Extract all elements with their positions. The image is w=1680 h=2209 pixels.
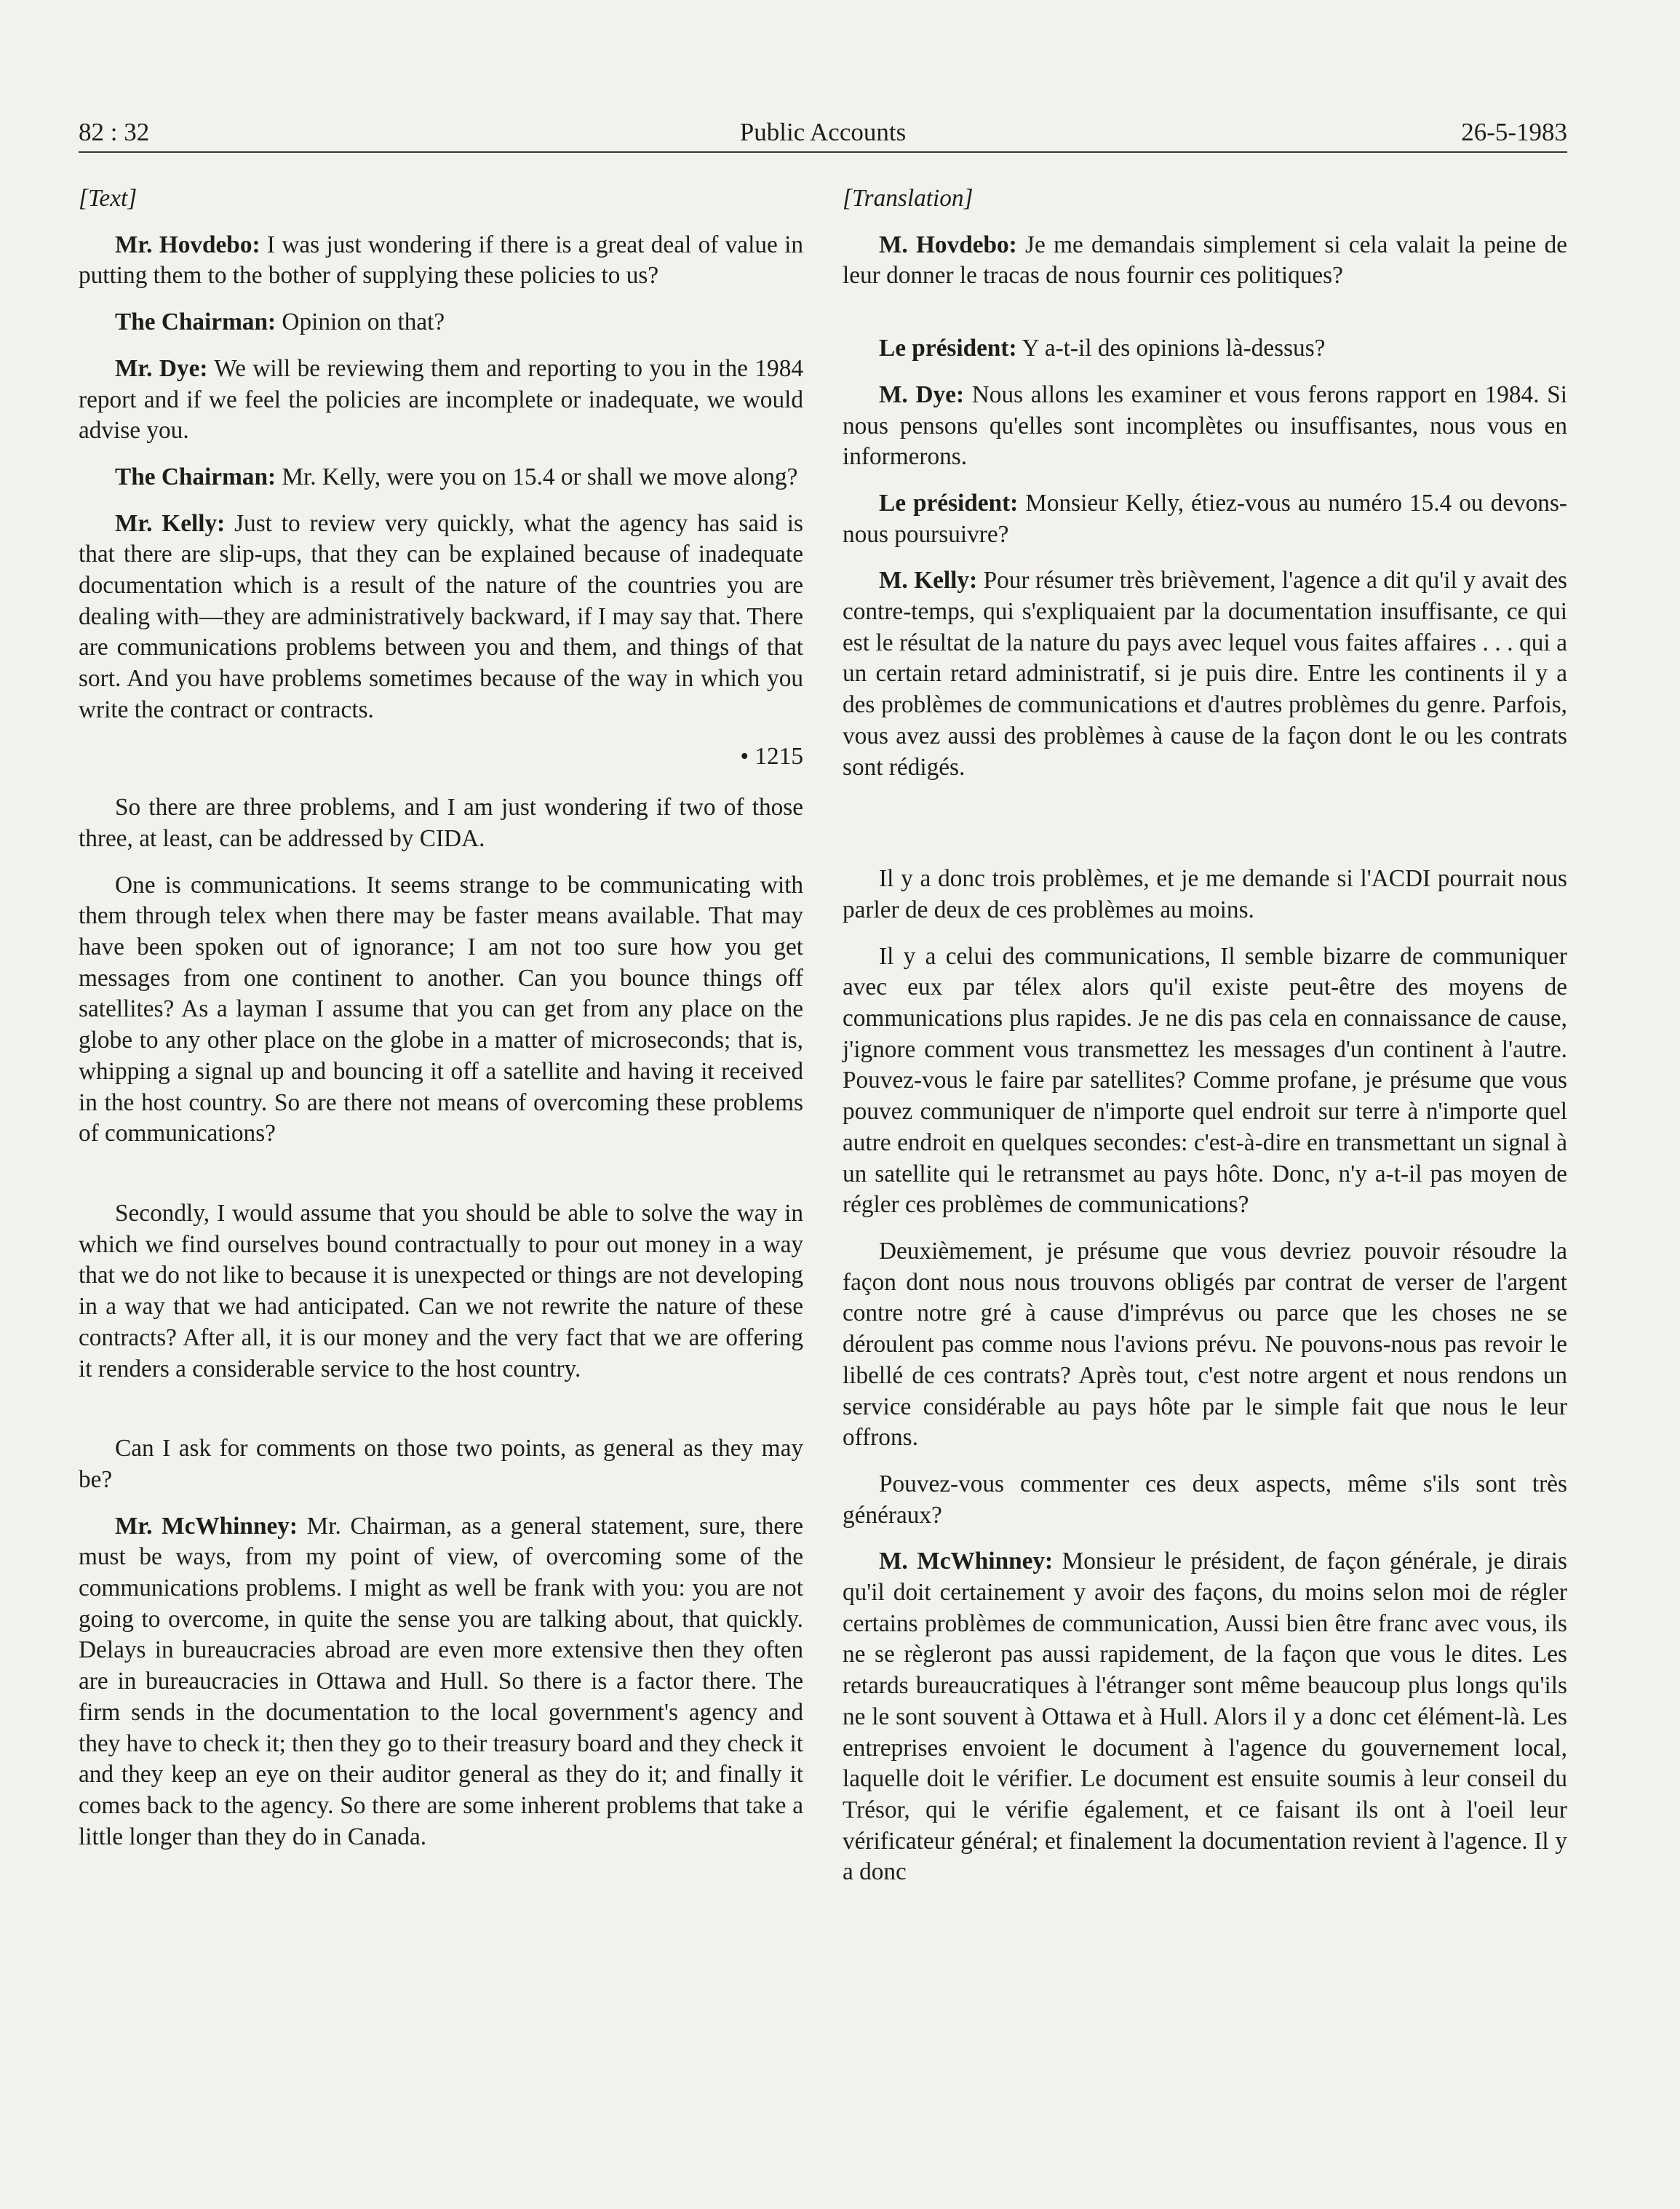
french-column [843,183,1567,1903]
running-title: Public Accounts [739,118,907,146]
speaker: Le président: [879,335,1017,362]
speaker: M. Dye: [879,381,965,408]
time-marker: • 1215 [740,742,803,770]
speaker: Mr. Dye: [115,354,208,382]
page-number: 82 : 32 [79,118,150,146]
page-date: 26-5-1983 [1461,118,1567,146]
paragraph: Mr. McWhinney: Mr. Chairman, as a general statement, sure, there must be ways, from my point of view, of overcoming some of the communications problems. I might as well be frank with you: you are not going to overcome, in quite the sense you are talking about, that quickly. Delays in bureaucracies abroad are even more extensive then they often are in bureaucracies in Ottawa and Hull. So there is a factor there. The firm sends in the documentation to the local government's agency and they have to check it; then they go to their treasury board and they check it and they keep an eye on their auditor general as they do it; and finally it comes back to the agency. So there are some inherent problems that take a little longer than they do in Canada. [79,1512,803,1850]
paragraph: Il y a celui des communications, Il semble bizarre de communiquer avec eux par télex alors qu'il existe peut-être des moyens de communications plus rapides. Je ne dis pas cela en connaissance de cause, j'ignore comment vous transmettez les messages d'un continent à l'autre. Pouvez-vous le faire par satellites? Comme profane, je présume que vous pouvez communiquer de n'importe quel endroit sur terre à n'importe quel autre endroit en quelques secondes: c'est-à-dire en transmettant un signal à un satellite qui le retransmet au pays hôte. Donc, n'y a-t-il pas moyen de régler ces problèmes de communications? [843,942,1567,1219]
paragraph: Le président: Monsieur Kelly, étiez-vous au numéro 15.4 ou devons-nous poursuivre? [843,489,1567,548]
paragraph: M. Dye: Nous allons les examiner et vous ferons rapport en 1984. Si nous pensons qu'elles sont incomplètes ou insuffisantes, nous vous en informerons. [843,381,1567,471]
english-column [79,183,803,1868]
paragraph: Pouvez-vous commenter ces deux aspects, même s'ils sont très généraux? [843,1470,1567,1529]
paragraph: The Chairman: Mr. Kelly, were you on 15.4 or shall we move along? [115,463,798,490]
paragraph: Secondly, I would assume that you should be able to solve the way in which we find ourselves bound contractually to pour out money in a way that we do not like to because it is unexpected or things are not developing in a way that we had anticipated. Can we not rewrite the nature of these contracts? After all, it is our money and the very fact that we are offering it renders a considerable service to the host country. [79,1199,803,1382]
paragraph: Le président: Y a-t-il des opinions là-dessus? [879,335,1326,362]
speaker: M. McWhinney: [879,1548,1054,1575]
paragraph: Mr. Kelly: Just to review very quickly, what the agency has said is that there are slip-ups, that they can be explained because of inadequate documentation which is a result of the nature of the countries you are dealing with—they are administratively backward, if I may say that. There are communications problems between you and them, and things of that sort. And you have problems sometimes because of the way in which you write the contract or contracts. [79,509,803,723]
speaker: Le président: [879,489,1019,517]
speaker: M. Hovdebo: [879,231,1017,258]
page-header [79,114,1567,153]
speaker: The Chairman: [115,309,276,336]
column-label: [Text] [79,185,138,212]
paragraph: Mr. Hovdebo: I was just wondering if there is a great deal of value in putting them to the bother of supplying these policies to us? [79,231,803,290]
paragraph: Il y a donc trois problèmes, et je me demande si l'ACDI pourrait nous parler de deux de ces problèmes au moins. [843,865,1567,923]
paragraph: Can I ask for comments on those two points, as general as they may be? [79,1435,803,1493]
paragraph: M. Kelly: Pour résumer très brièvement, l'agence a dit qu'il y avait des contre-temps, qui s'expliquaient par la documentation insuffisante, ce qui est le résultat de la nature du pays avec lequel vous faites affaires . . . qui a un certain retard administratif, si je puis dire. Entre les continents il y a des problèmes de communications et d'autres problèmes du genre. Parfois, vous avez aussi des problèmes à cause de la façon dont le ou les contrats sont rédigés. [843,567,1568,781]
speaker: M. Kelly: [879,567,978,594]
paragraph: Deuxièmement, je présume que vous devriez pouvoir résoudre la façon dont nous nous trouvons obligés par contrat de verser de l'argent contre notre gré à cause d'imprévus ou parce que les choses ne se déroulent pas comme nous l'avions prévu. Ne pouvons-nous pas revoir le libellé de ces contrats? Après tout, c'est notre argent et nous rendons un service considérable au pays hôte par le simple fait que nous le leur offrons. [843,1237,1567,1452]
paragraph: M. McWhinney: Monsieur le président, de façon générale, je dirais qu'il doit certainement y avoir des façons, du moins selon moi de régler certains problèmes de communication, Aussi bien être franc avec vous, ils ne se règleront pas aussi rapidement, de la façon que vous le dites. Les retards bureaucratiques à l'étranger sont même beaucoup plus longs qu'ils ne le sont souvent à Ottawa et à Hull. Alors il y a donc cet élément-là. Les entreprises envoient le document à l'agence du gouvernement local, laquelle doit le vérifier. Le document est ensuite soumis à leur conseil du Trésor, qui le vérifie également, et ce faisant ils ont à l'oeil leur vérificateur général; et finalement la documentation revient à l'agence. Il y a donc [843,1548,1567,1886]
paragraph: M. Hovdebo: Je me demandais simplement si cela valait la peine de leur donner le tracas de nous fournir ces politiques? [843,231,1567,290]
paragraph: Mr. Dye: We will be reviewing them and reporting to you in the 1984 report and if we feel the policies are incomplete or inadequate, we would advise you. [79,354,803,445]
paragraph: So there are three problems, and I am just wondering if two of those three, at least, can be addressed by CIDA. [79,794,803,852]
speaker: Mr. McWhinney: [115,1512,298,1540]
paragraph: The Chairman: Opinion on that? [115,309,445,336]
speaker: Mr. Hovdebo: [115,231,260,258]
speaker: Mr. Kelly: [115,509,226,537]
paragraph: One is communications. It seems strange to be communicating with them through telex when there may be faster means available. That may have been spoken out of ignorance; I am not too sure how you get messages from one continent to another. Can you bounce things off satellites? As a layman I assume that you can get from any place on the globe to any other place on the globe in a matter of microseconds; that is, whipping a signal up and bouncing it off a satellite and having it received in the host country. So are there not means of overcoming these problems of communications? [79,871,803,1147]
speaker: The Chairman: [115,463,276,490]
column-label: [Translation] [843,185,974,212]
